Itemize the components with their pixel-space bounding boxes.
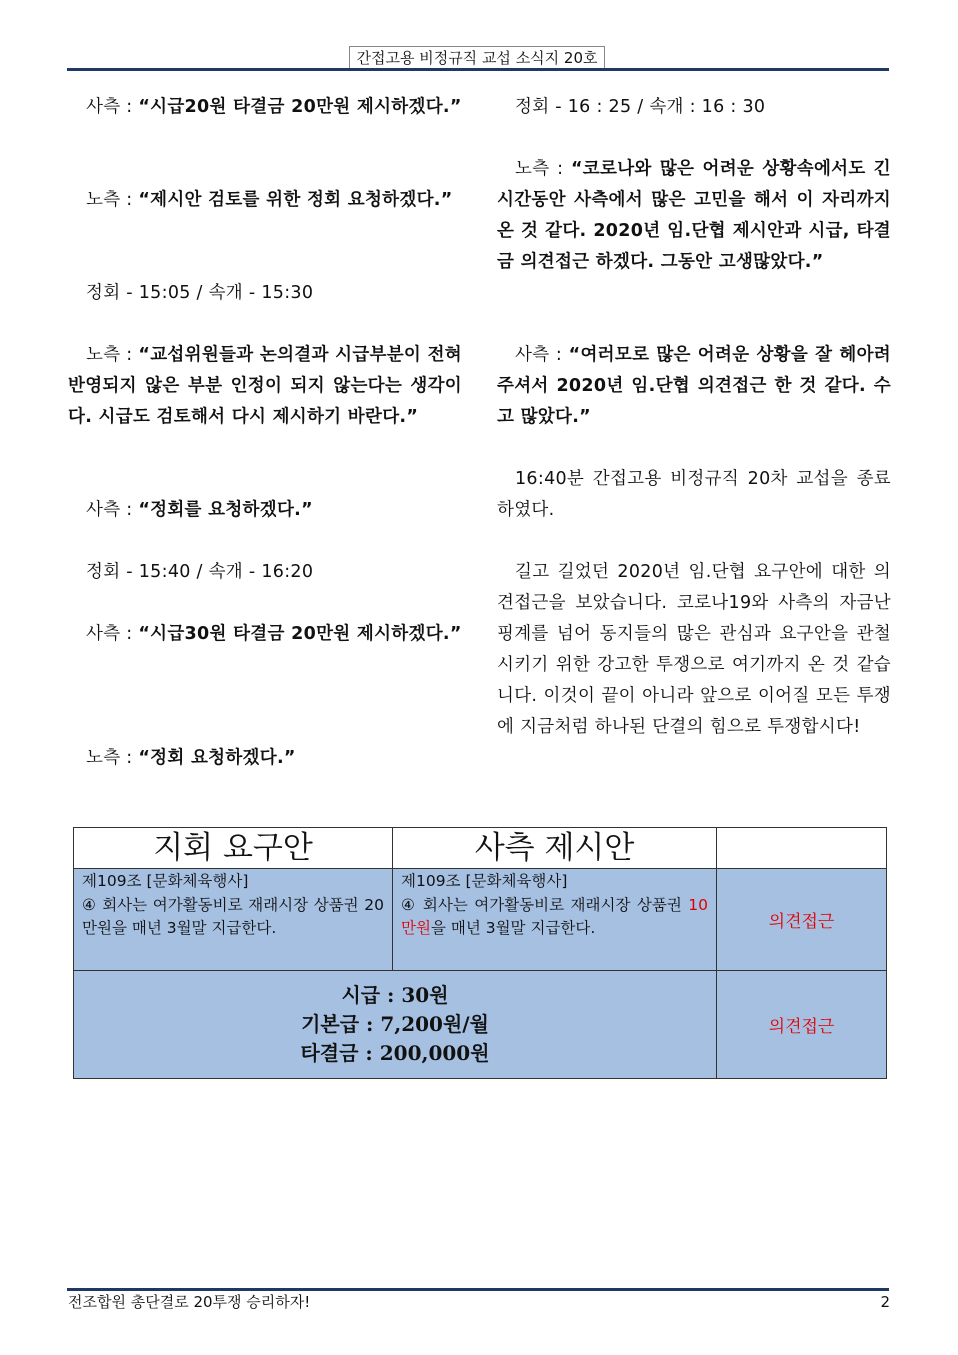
settlement-bonus: 타결금 : 200,000원	[300, 1041, 490, 1065]
union-article-title: 제109조 [문화체육행사]	[82, 872, 249, 890]
paragraph: 사측 : “시급20원 타결금 20만원 제시하겠다.”	[86, 97, 462, 117]
base-pay: 기본급 : 7,200원/월	[301, 1012, 489, 1036]
paragraph: 길고 길었던 2020년 임.단협 요구안에 대한 의견접근을 보았습니다. 코로나19와 사측의 자금난 핑계를 넘어 동지들의 많은 관심과 요구안을 관철시키기 위한 강고한 투쟁으로 여기까지 온 것 같습니다. 이것이 끝이 아니라 앞으로 이어질 모든 투쟁에 지금처럼 하나된 단결의 힘으로 투쟁합시다!	[497, 562, 891, 737]
paragraph: 사측 : “여러모로 많은 어려운 상황을 잘 헤아려 주셔서 2020년 임.단협 의견접근 한 것 같다. 수고 많았다.”	[497, 345, 891, 427]
paragraph: 노측 : “코로나와 많은 어려운 상황속에서도 긴 시간동안 사측에서 많은 고민을 해서 이 자리까지 온 것 같다. 2020년 임.단협 제시안과 시급, 타결금 의견접근 하겠다. 그동안 고생많았다.”	[497, 159, 891, 272]
footer-slogan: 전조합원 총단결로 20투쟁 승리하자!	[68, 1293, 311, 1311]
footer-divider	[67, 1288, 889, 1291]
header-divider	[67, 68, 889, 71]
paragraph: 사측 : “시급30원 타결금 20만원 제시하겠다.”	[86, 624, 462, 644]
status-cell: 의견접근	[717, 971, 887, 1079]
paragraph: 정회 - 16 : 25 / 속개 : 16 : 30	[515, 97, 766, 117]
status-cell: 의견접근	[717, 869, 887, 971]
paragraph: 노측 : “정회 요청하겠다.”	[86, 748, 296, 768]
hourly-wage: 시급 : 30원	[341, 983, 449, 1007]
paragraph: 16:40분 간접고용 비정규직 20차 교섭을 종료하였다.	[497, 469, 891, 520]
paragraph: 정회 - 15:40 / 속개 - 16:20	[86, 562, 314, 582]
paragraph: 노측 : “교섭위원들과 논의결과 시급부분이 전혀 반영되지 않은 부분 인정이 되지 않는다는 생각이다. 시급도 검토해서 다시 제시하기 바란다.”	[68, 345, 462, 427]
union-header: 지회 요구안	[74, 828, 393, 869]
company-text-part: 을 매년 3월말 지급한다.	[430, 919, 596, 937]
company-header: 사측 제시안	[393, 828, 717, 869]
union-proposal-cell	[74, 869, 393, 971]
company-article-title: 제109조 [문화체육행사]	[401, 872, 568, 890]
paragraph: 사측 : “정회를 요청하겠다.”	[86, 500, 313, 520]
page-number: 2	[880, 1293, 890, 1311]
company-text-part: ④ 회사는 여가활동비로 재래시장 상품권	[401, 896, 689, 914]
union-article-text: ④ 회사는 여가활동비로 재래시장 상품권 20만원을 매년 3월말 지급한다.	[82, 896, 384, 937]
paragraph: 정회 - 15:05 / 속개 - 15:30	[86, 283, 314, 303]
company-article-text	[393, 893, 716, 940]
comparison-table	[73, 827, 887, 1079]
newsletter-title: 간접고용 비정규직 교섭 소식지 20호	[349, 46, 605, 68]
wage-summary-cell	[74, 971, 717, 1079]
status-header	[717, 828, 887, 869]
paragraph: 노측 : “제시안 검토를 위한 정회 요청하겠다.”	[86, 190, 453, 210]
company-proposal-cell	[393, 869, 717, 971]
highlighted-amount: 10만원	[401, 896, 708, 937]
